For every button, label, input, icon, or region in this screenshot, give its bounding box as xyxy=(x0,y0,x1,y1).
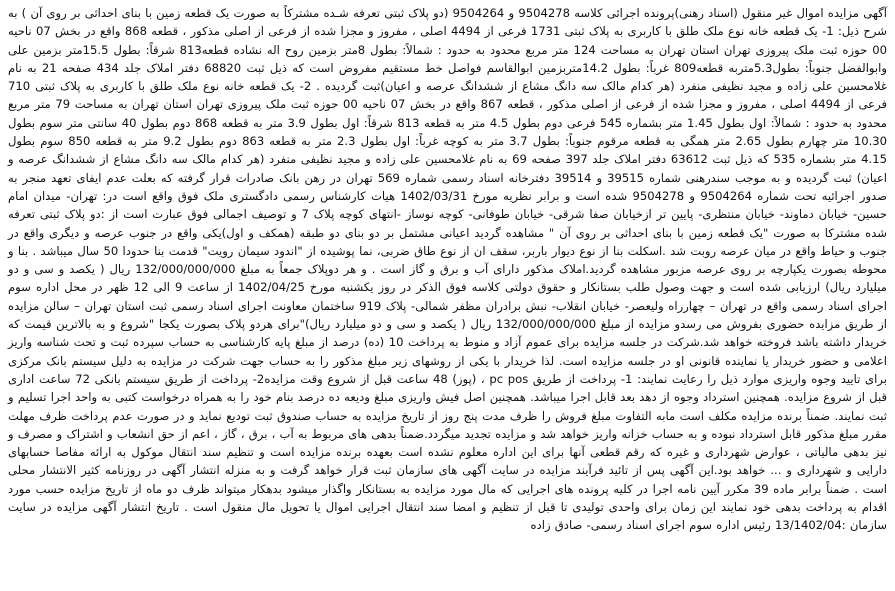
auction-notice-text: آگهی مزایده اموال غیر منقول (اسناد رهنی)پرونده اجرائی کلاسه 9504278 و 9504264 (دو پلاک ثبتی تعرفه شـده مشترکاً به صورت یک قطعه زمین با بنای احداثی بر روی آن ) به شرح ذیل: 1- یک قطعه خانه نوع ملک طلق با کاربری به پلاک ثبتی 1731 فرعی از 4494 اصلی ، مفروز و مجزا شده از فرعی از اصلی مذکور ، قطعه 868 واقع در بخش 07 ناحیه 00 حوزه ثبت ملک پیروزی تهران استان تهران به مساحت 124 متر مربع محدود به حدود : شمالاً: بطول 8متر بزمین روح اله نشاده قطعه813 شرقاً: بطول 15.5متر بزمین علی وابوالفضل جنوباً: بطول5.3متربه قطعه809 غرباً: بطول 14.2متربزمین ابوالقاسم فواصل خط مستقیم مفروض است که ذیل ثبت 68820 دفتر املاک جلد 434 صفحه 21 به نام غلامحسین علی زاده و مجید نظیفی منفرد (هر کدام مالک سه دانگ مشاع از ششدانگ عرصه و اعیان)ثبت گردیده . 2- یک قطعه خانه نوع ملک طلق با کاربری به پلاک ثبتی 710 فرعی از 4494 اصلی ، مفروز و مجزا شده از فرعی از اصلی مذکور ، قطعه 867 واقع در بخش 07 ناحیه 00 حوزه ثبت ملک پیروزی تهران استان تهران به مساحت 79 متر مربع محدود به حدود : شمالاً: اول بطول 1.45 متر بشماره 545 فرعی دوم بطول 4.5 متر به قطعه 813 شرقاً: اول بطول 3.9 متر به قطعه 868 دوم بطول 40 سانتی متر سوم بطول 10.30 متر چهارم بطول 2.65 متر همگی به قطعه مرقوم جنوباً: بطول 3.7 متر به کوچه غرباً: اول بطول 2.3 متر به قطعه 863 دوم بطول 9.2 متر به قطعه 850 سوم بطول 4.15 متر بشماره 535 که ذیل ثبت 63612 دفتر املاک جلد 397 صفحه 69 به نام غلامحسین علی زاده و مجید نظیفی منفرد (هر کدام مالک سه دانگ مشاع از ششدانگ عرصه و اعیان) ثبت گردیده و به موجب سندرهنی شماره 39515 و 39514 دفترخانه اسناد رسمی شماره 569 تهران در رهن بانک صادرات قرار گرفته که بعلت عدم ایفای تعهد منجر به صدور اجرائیه تحت شماره 9504264 و 9504278 شده است و برابر نظریه مورخ 1402/03/31 هیات کارشناس رسمی دادگستری ملک فوق واقع است در: تهران- میدان امام حسین- خیابان دماوند- خیابان منتظری- پایین تر ازخیابان صفا شرقی- خیابان طوفانی- کوچه نوساز -انتهای کوچه پلاک 7 و توصیف اجمالی فوق عبارت است از :دو پلاک ثبتی تعرفه شده مشترکا به صورت "یک قطعه زمین با بنای احداثی بر روی آن " مشاهده گردید اعیانی مشتمل بر دو بنای دو طبقه (همکف و اول)یکی واقع در جنوب عرصه و دیگری واقع در جنوب و حیاط واقع در میان عرصه روبت شد .اسکلت بنا از نوع دیوار باربر، سقف ان از نوع طاق ضربی، نما پوشیده از "اندود سیمان رویت" قدمت بنا حدودا 50 سال میباشد . بنا و محوطه بصورت یکپارچه بر روی عرصه مزبور مشاهده گردید.املاک مذکور دارای آب و برق و گاز است . و هر دوپلاک جمعاً به مبلغ 132/000/000/000 ریال ( یکصد و سی و دو میلیارد ریال) ارزیابی شده است و جهت وصول طلب بستانکار و حقوق دولتی کلاسه فوق الذکر در روز یکشنبه مورخ 1402/04/25 از ساعت 9 الی 12 ظهر در محل اداره سوم اجرای اسناد رسمی واقع در تهران – چهارراه ولیعصر- خیابان انقلاب- نبش برادران مظفر شمالی- پلاک 919 ساختمان معاونت اجرای اسناد رسمی ثبت استان تهران – سالن مزایده از طریق مزایده حضوری بفروش می رسدو مزایده از مبلغ 132/000/000/000 ریال ( یکصد و سی و دو میلیارد ریال)"برای هردو پلاک بصورت یکجا "شروع و به بالاترین قیمت که خریدار داشته باشد فروخته خواهد شد.شرکت در جلسه مزایده برای عموم آزاد و منوط به پرداخت 10 (ده) درصد از مبلغ پایه کارشناسی به حساب سپرده ثبت و تحت شناسه واریز اعلامی و حضور خریدار یا نماینده قانونی او در جلسه مزایده است. لذا خریدار با یکی از روشهای زیر مبلغ مذکور را به حساب جهت شرکت در مزایده به دلیل سیستم بانک مرکزی برای تایید وجوه واریزی موارد ذیل را رعایت نمایند: 1- پرداخت از طریق pc pos ، (پوز) 48 ساعت قبل از شروع وقت مزایده2- پرداخت از طریق سیستم بانکی 72 ساعت اداری قبل از شروع مزایده. همچنین استرداد وجوه از دهد بعد قابل اجرا میباشد. همچنین اصل فیش واریزی مبلغ ودیعه ده درصد بنام خود را به همراه درخواست کتبی به واحد اجرا تسلیم و ثبت نمایند. ضمناً برنده مزایده مکلف است مابه التفاوت مبلغ فروش را ظرف مدت پنج روز از تاریخ مزایده به حساب صندوق ثبت تودیع نماید و در صورت عدم پرداخت ظرف مهلت مقرر مبلغ مذکور قابل استرداد نبوده و به حساب خزانه واریز خواهد شد و مزایده تجدید میگردد.ضمناً بدهی های مربوط به آب ، برق ، گاز ، اعم از حق انشعاب و اشتراک و مصرف و نیز بدهی مالیاتی ، عوارض شهرداری و غیره که رقم قطعی آنها برای این اداره معلوم نشده است بعهده برنده مزایده است و تنظیم سند انتقال موکول به ارائه مفاصا حسابهای دارایی و شهرداری و ... خواهد بود.این آگهی پس از تائید فرآیند مزایده در سایت آگهی های سازمان ثبت قرار خواهد گرفت و به منزله انتشار آگهی در روزنامه کثیر الانتشار محلی است . ضمناً برابر ماده 39 مکرر آیین نامه اجرا در کلیه پرونده های اجرایی که مال مورد مزایده به بستانکار واگذار میشود بدهکار میتواند ظرف دو ماه از تاریخ مزایده حسب مورد اقدام به پرداخت بدهی خود نمایند این زمان برای واحدی تولیدی تا قبل از تنظیم و امضا سند انتقال اجرایی اموال یا تحویل مال منقول است . تاریخ انتشار آگهی مزایده در سایت سازمان :13/1402/04 رئیس اداره سوم اجرای اسناد رسمی- صادق زاده xyxy=(8,6,888,533)
